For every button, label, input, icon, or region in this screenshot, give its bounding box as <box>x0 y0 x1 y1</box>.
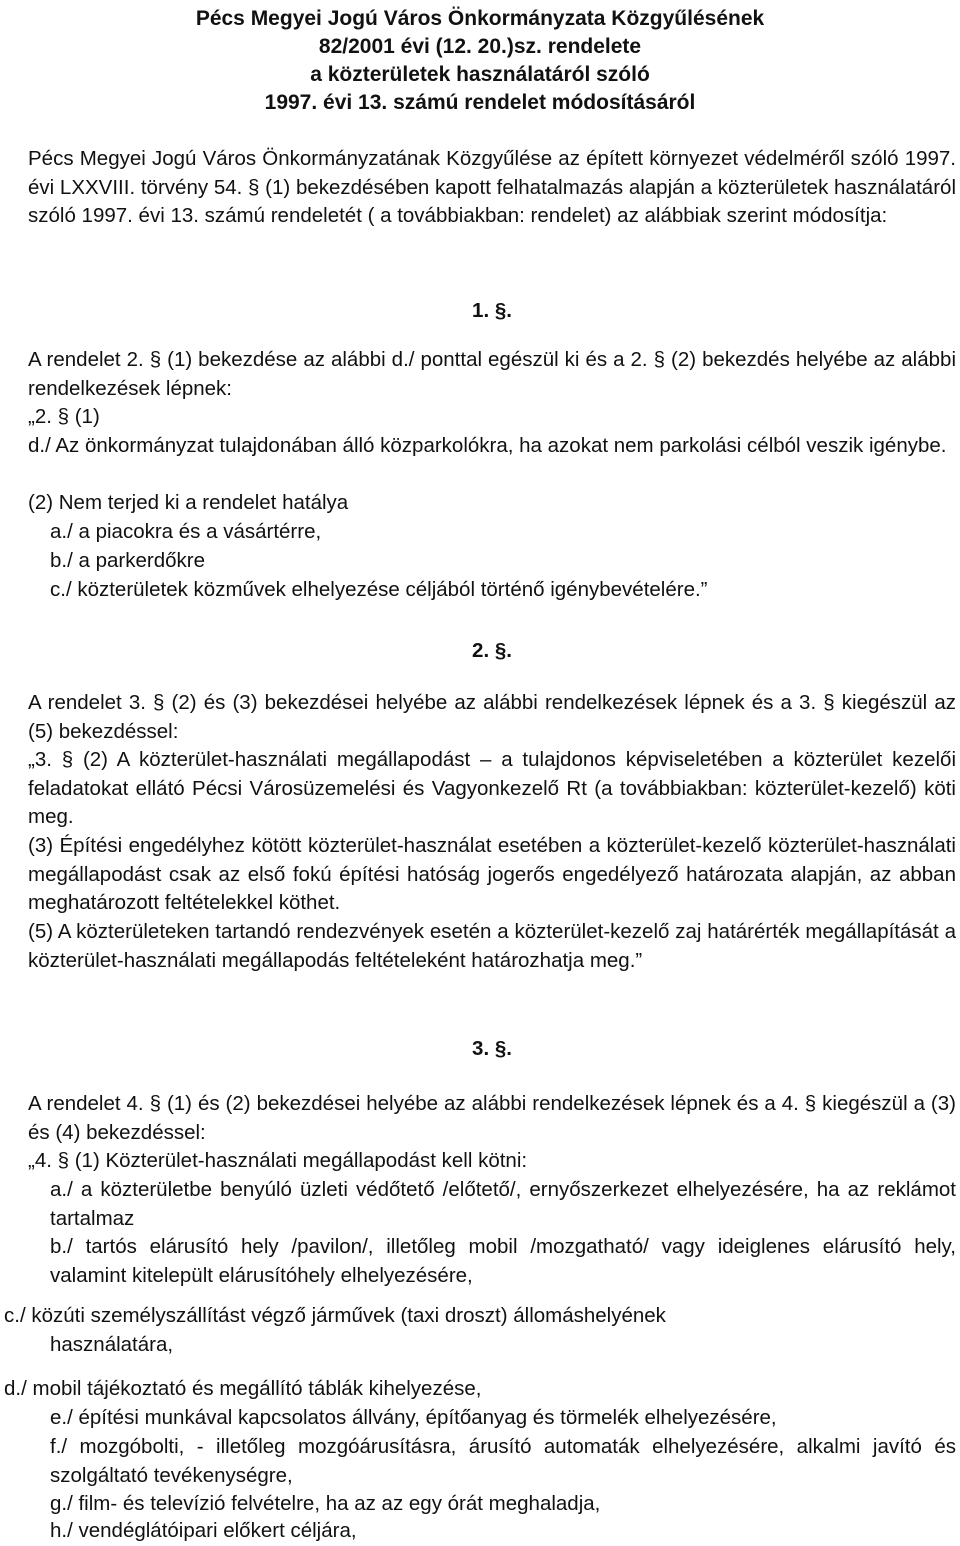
section-3-item-d: d./ mobil tájékoztató és megállító táblák kihelyezése, <box>4 1377 482 1400</box>
section-3-item-c: c./ közúti személyszállítást végző járművek (taxi droszt) állomáshelyének <box>4 1304 666 1327</box>
section-2-heading: 2. §. <box>472 639 512 662</box>
section-3-item-g: g./ film- és televízió felvételre, ha az az egy órát meghaladja, <box>50 1492 601 1515</box>
title-line: a közterületek használatáról szóló <box>310 63 650 86</box>
section-1-item-c: c./ közterületek közművek elhelyezése céljából történő igénybevételére.” <box>50 578 708 601</box>
section-1-d-point: d./ Az önkormányzat tulajdonában álló közparkolókra, ha azokat nem parkolási célból veszik igénybe. <box>28 434 947 457</box>
section-1-item-b: b./ a parkerdőkre <box>50 549 205 572</box>
title-line: 1997. évi 13. számú rendelet módosításáról <box>264 91 696 114</box>
section-2-paragraph-3: (3) Építési engedélyhez kötött közterület-használat esetében a közterület-kezelő közterület-használati megállapodást csak az első fokú építési hatóság jogerős engedélyező határozata alapján, az abban meghatározott feltételekkel köthet. <box>28 834 956 915</box>
section-1-heading: 1. §. <box>472 299 512 322</box>
section-2-paragraph-5: (5) A közterületeken tartandó rendezvények esetén a közterület-kezelő zaj határérték megállapítását a közterület-használati megállapodás feltételeként határozhatja meg.” <box>28 920 956 972</box>
title-line: 82/2001 évi (12. 20.)sz. rendelete <box>318 35 642 58</box>
section-3-item-a: a./ a közterületbe benyúló üzleti védőtető /előtető/, ernyőszerkezet elhelyezésére, ha az reklámot tartalmaz <box>50 1178 956 1230</box>
section-3-heading: 3. §. <box>472 1037 512 1060</box>
section-3-item-b: b./ tartós elárusító hely /pavilon/, illetőleg mobil /mozgatható/ vagy ideiglenes elárusító hely, valamint kitelepült elárusítóhely elhelyezésére, <box>50 1235 956 1287</box>
section-1-intro: A rendelet 2. § (1) bekezdése az alábbi d./ ponttal egészül ki és a 2. § (2) bekezdés helyébe az alábbi rendelkezések lépnek: <box>28 348 956 400</box>
section-3-item-h: h./ vendéglátóipari előkert céljára, <box>50 1519 357 1542</box>
section-3-item-f: f./ mozgóbolti, - illetőleg mozgóárusításra, árusító automaták elhelyezésére, alkalmi javító és szolgáltató tevékenységre, <box>50 1435 956 1487</box>
section-3-paragraph-1: „4. § (1) Közterület-használati megállapodást kell kötni: <box>28 1149 528 1172</box>
section-2-intro: A rendelet 3. § (2) és (3) bekezdései helyébe az alábbi rendelkezések lépnek és a 3. § kiegészül az (5) bekezdéssel: <box>28 691 956 743</box>
section-3-item-e: e./ építési munkával kapcsolatos állvány, építőanyag és törmelék elhelyezésére, <box>50 1406 777 1429</box>
section-1-paragraph-2: (2) Nem terjed ki a rendelet hatálya <box>28 491 349 514</box>
title-line: Pécs Megyei Jogú Város Önkormányzata Közgyűlésének <box>195 7 765 30</box>
document-title <box>130 5 830 117</box>
section-3-item-c-continued: használatára, <box>50 1333 174 1356</box>
section-1-item-a: a./ a piacokra és a vásártérre, <box>50 520 322 543</box>
section-2-paragraph-2: „3. § (2) A közterület-használati megállapodást – a tulajdonos képviseletében a közterület kezelői feladatokat ellátó Pécsi Városüzemelési és Vagyonkezelő Rt (a továbbiakban: közterület-kezelő) köti meg. <box>28 748 956 829</box>
section-1-quote-start: „2. § (1) <box>28 405 100 428</box>
preamble-paragraph: Pécs Megyei Jogú Város Önkormányzatának Közgyűlése az épített környezet védelméről szóló 1997. évi LXXVIII. törvény 54. § (1) bekezdésében kapott felhatalmazás alapján a közterületek használatáról szóló 1997. évi 13. számú rendeletét ( a továbbiakban: rendelet) az alábbiak szerint módosítja: <box>28 147 956 228</box>
section-3-intro: A rendelet 4. § (1) és (2) bekezdései helyébe az alábbi rendelkezések lépnek és a 4. § kiegészül a (3) és (4) bekezdéssel: <box>28 1092 956 1144</box>
